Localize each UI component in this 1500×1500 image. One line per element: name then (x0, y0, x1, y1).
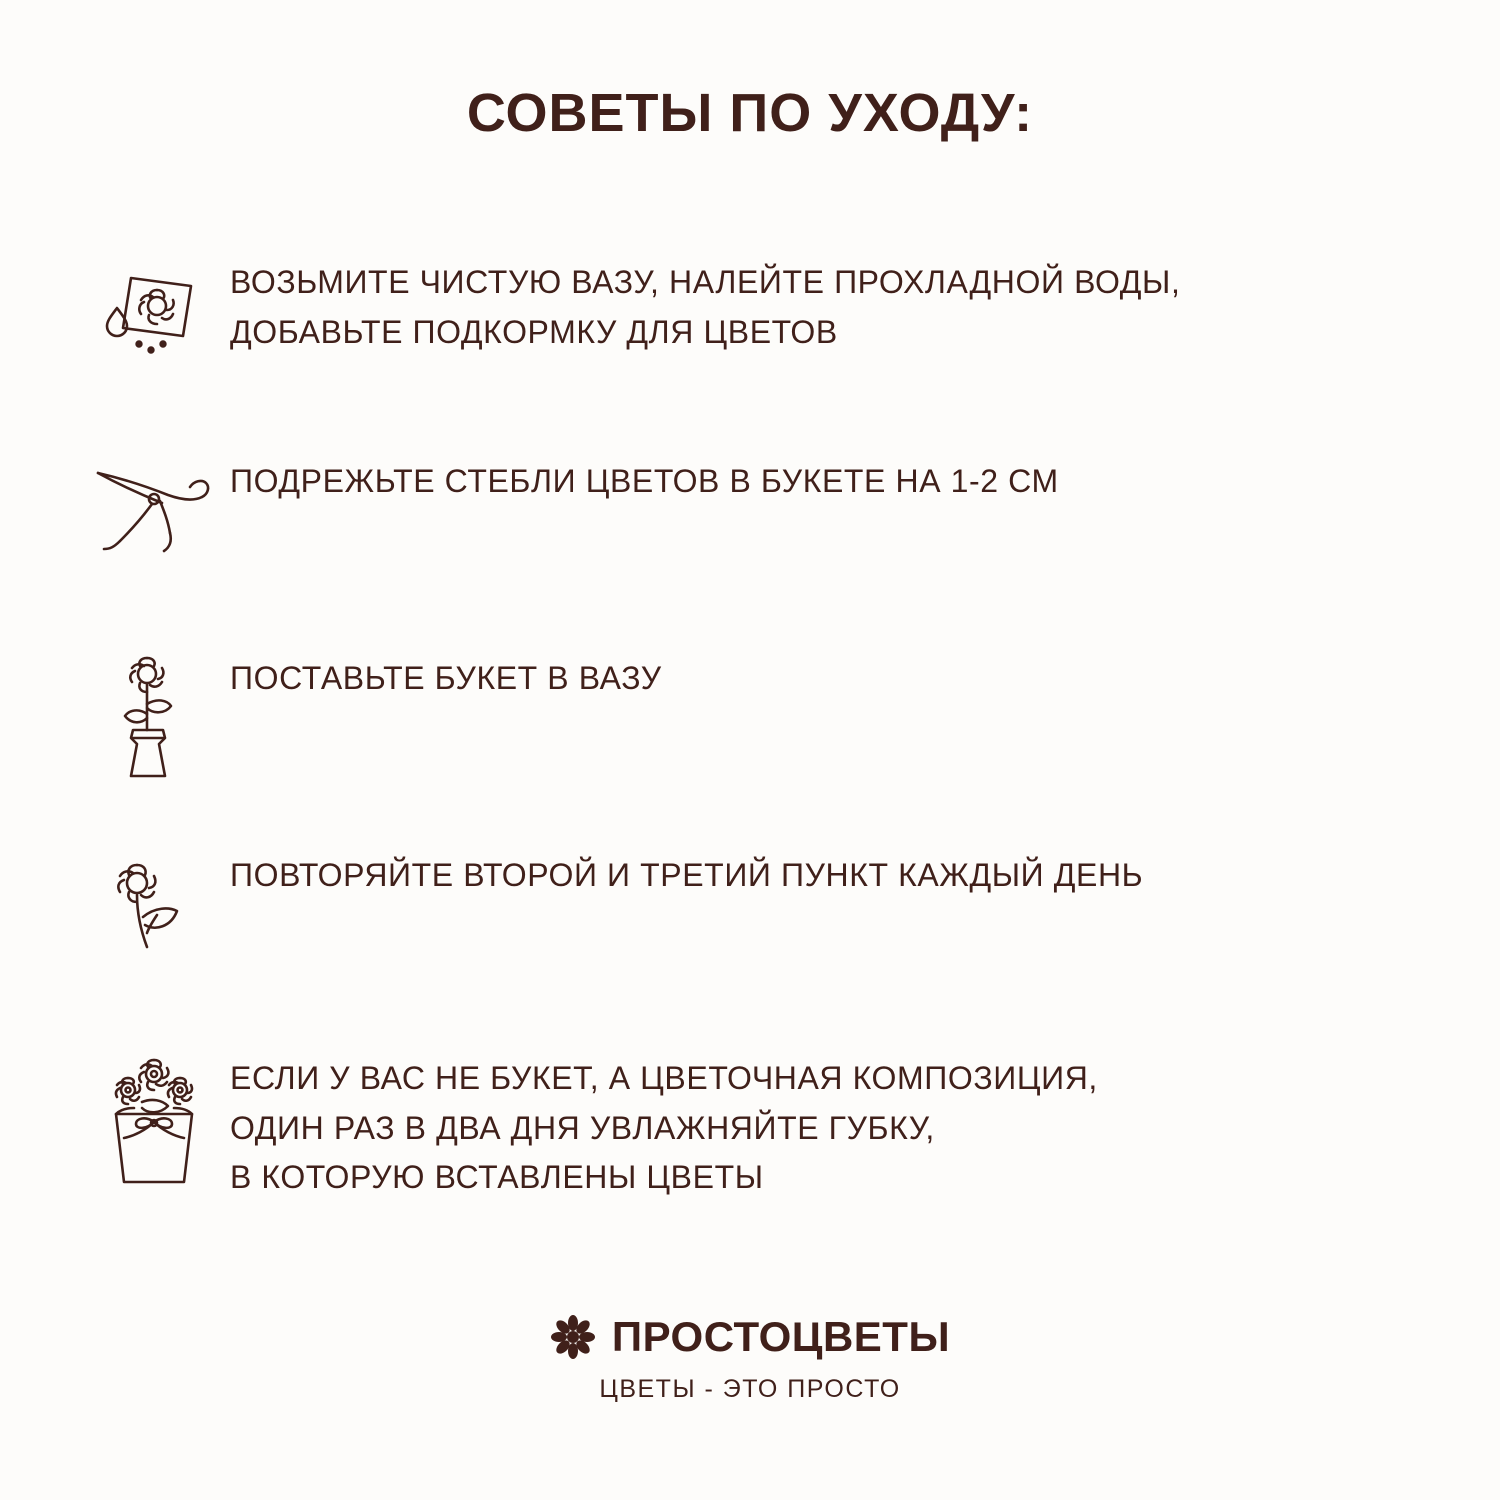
list-item-line: ПОДРЕЖЬТЕ СТЕБЛИ ЦВЕТОВ В БУКЕТЕ НА 1-2 СМ (230, 463, 1059, 499)
flower-basket-icon (80, 1050, 230, 1202)
list-item (80, 254, 1440, 429)
brand-name: ПРОСТОЦВЕТЫ (611, 1313, 951, 1360)
list-item-line: ЕСЛИ У ВАС НЕ БУКЕТ, А ЦВЕТОЧНАЯ КОМПОЗИЦИЯ, (230, 1060, 1098, 1096)
list-item-text (230, 650, 662, 704)
list-item-text (230, 254, 1180, 357)
list-item-line: ДОБАВЬТЕ ПОДКОРМКУ ДЛЯ ЦВЕТОВ (230, 313, 838, 350)
list-item (80, 650, 1440, 825)
list-item (80, 847, 1440, 1022)
list-item-line: В КОТОРУЮ ВСТАВЛЕНЫ ЦВЕТЫ (230, 1159, 764, 1196)
list-item-line: ПОВТОРЯЙТЕ ВТОРОЙ И ТРЕТИЙ ПУНКТ КАЖДЫЙ ДЕНЬ (230, 857, 1144, 893)
brand-logo (550, 1313, 950, 1361)
list-item-text (230, 847, 1143, 901)
list-item-text (230, 1050, 1098, 1203)
list-item-line: ВОЗЬМИТЕ ЧИСТУЮ ВАЗУ, НАЛЕЙТЕ ПРОХЛАДНОЙ ВОДЫ, (230, 264, 1181, 300)
list-item-text (230, 453, 1059, 507)
list-item (80, 453, 1440, 628)
footer (0, 1313, 1500, 1404)
flower-logo-icon (550, 1314, 596, 1360)
pruning-shears-icon (80, 453, 230, 565)
list-item-line: ПОСТАВЬТЕ БУКЕТ В ВАЗУ (230, 660, 662, 696)
flower-in-vase-icon (80, 650, 230, 792)
flower-food-packet-icon (80, 254, 230, 376)
tips-list (0, 254, 1500, 1225)
brand-slogan: ЦВЕТЫ - ЭТО ПРОСТО (599, 1375, 901, 1403)
page-title: СОВЕТЫ ПО УХОДУ: (466, 83, 1034, 143)
list-item (80, 1050, 1440, 1225)
flower-with-leaf-icon (80, 847, 230, 969)
list-item-line: ОДИН РАЗ В ДВА ДНЯ УВЛАЖНЯЙТЕ ГУБКУ, (230, 1109, 935, 1146)
